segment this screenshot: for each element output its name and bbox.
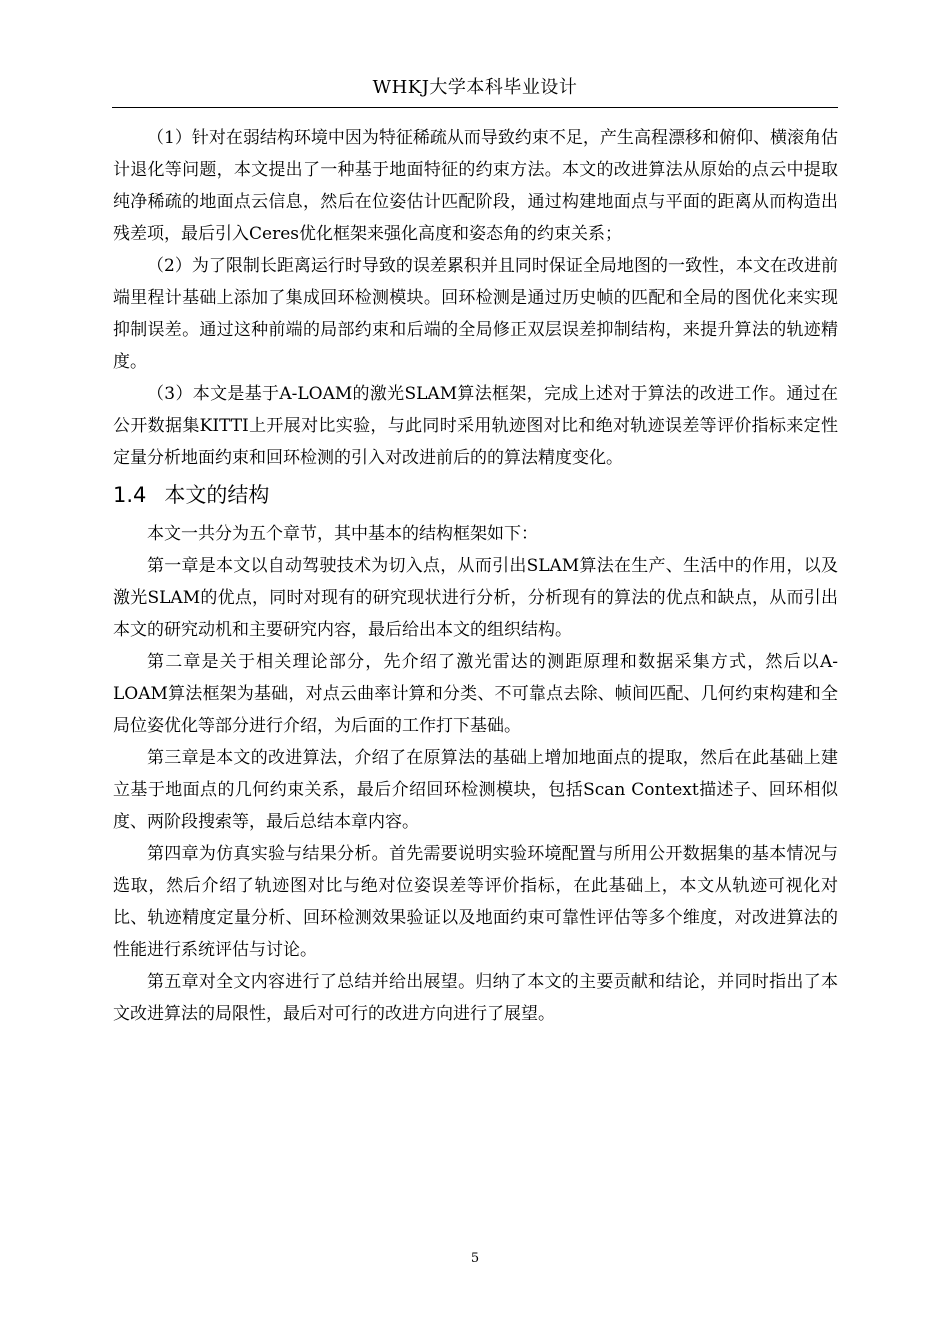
paragraph-chapter-4: 第四章为仿真实验与结果分析。首先需要说明实验环境配置与所用公开数据集的基本情况与选取，然后介绍了轨迹图对比与绝对位姿误差等评价指标，在此基础上，本文从轨迹可视化对比、轨迹精度定量分析、回环检测效果验证以及地面约束可靠性评估等多个维度，对改进算法的性能进行系统评估与讨论。 (113, 844, 838, 960)
paragraph-chapter-1: 第一章是本文以自动驾驶技术为切入点，从而引出SLAM算法在生产、生活中的作用，以及激光SLAM的优点，同时对现有的研究现状进行分析，分析现有的算法的优点和缺点，从而引出本文的研究动机和主要研究内容，最后给出本文的组织结构。 (113, 556, 838, 640)
section-heading (113, 477, 838, 513)
page-header: WHKJ大学本科毕业设计 (372, 77, 578, 98)
header-divider (112, 107, 838, 108)
section-number: 1.4 (113, 483, 147, 507)
paragraph-chapter-2: 第二章是关于相关理论部分，先介绍了激光雷达的测距原理和数据采集方式，然后以A-LOAM算法框架为基础，对点云曲率计算和分类、不可靠点去除、帧间匹配、几何约束构建和全局位姿优化等部分进行介绍，为后面的工作打下基础。 (113, 652, 838, 736)
paragraph-contribution-3: （3）本文是基于A-LOAM的激光SLAM算法框架，完成上述对于算法的改进工作。通过在公开数据集KITTI上开展对比实验，与此同时采用轨迹图对比和绝对轨迹误差等评价指标来定性定量分析地面约束和回环检测的引入对改进前后的的算法精度变化。 (113, 384, 838, 468)
paragraph-chapter-5: 第五章对全文内容进行了总结并给出展望。归纳了本文的主要贡献和结论，并同时指出了本文改进算法的局限性，最后对可行的改进方向进行了展望。 (113, 972, 838, 1024)
document-body (113, 122, 838, 1030)
paragraph-contribution-2: （2）为了限制长距离运行时导致的误差累积并且同时保证全局地图的一致性，本文在改进前端里程计基础上添加了集成回环检测模块。回环检测是通过历史帧的匹配和全局的图优化来实现抑制误差。通过这种前端的局部约束和后端的全局修正双层误差抑制结构，来提升算法的轨迹精度。 (113, 256, 838, 372)
paragraph-contribution-1: （1）针对在弱结构环境中因为特征稀疏从而导致约束不足，产生高程漂移和俯仰、横滚角估计退化等问题，本文提出了一种基于地面特征的约束方法。本文的改进算法从原始的点云中提取纯净稀疏的地面点云信息，然后在位姿估计匹配阶段，通过构建地面点与平面的距离从而构造出残差项，最后引入Ceres优化框架来强化高度和姿态角的约束关系； (113, 128, 838, 244)
page-number: 5 (470, 1251, 480, 1266)
paragraph-chapter-3: 第三章是本文的改进算法，介绍了在原算法的基础上增加地面点的提取，然后在此基础上建立基于地面点的几何约束关系，最后介绍回环检测模块，包括Scan Context描述子、回环相似度、两阶段搜索等，最后总结本章内容。 (113, 748, 838, 832)
paragraph-structure-intro: 本文一共分为五个章节，其中基本的结构框架如下： (147, 524, 538, 544)
section-title: 本文的结构 (164, 483, 270, 507)
